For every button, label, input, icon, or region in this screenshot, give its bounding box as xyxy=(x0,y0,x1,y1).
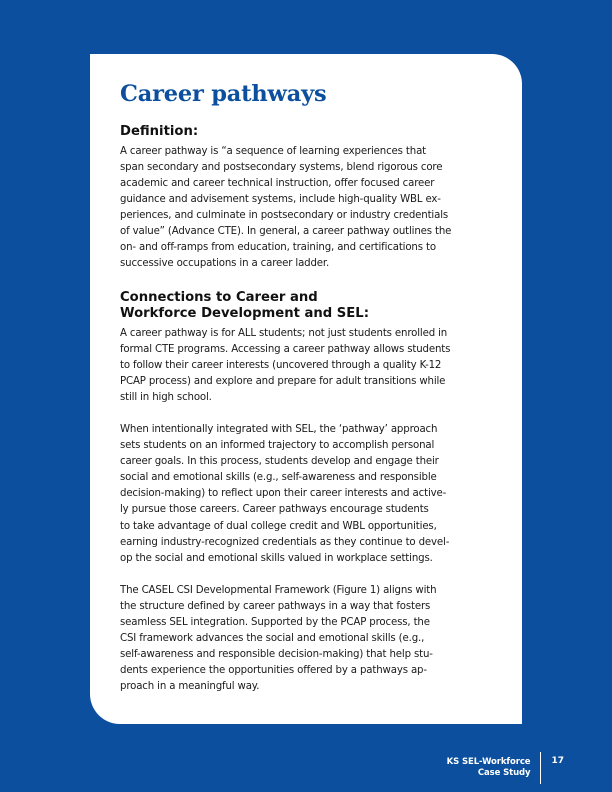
heading-line: Workforce Development and SEL: xyxy=(120,305,369,321)
text-line: career goals. In this process, students develop and engage their xyxy=(120,456,439,468)
page-footer xyxy=(447,750,564,786)
text-line: self-awareness and responsible decision-making) that help stu- xyxy=(120,649,433,661)
text-line: When intentionally integrated with SEL, the ‘pathway’ approach xyxy=(120,423,438,435)
text-line: op the social and emotional skills valued in workplace settings. xyxy=(120,552,433,564)
text-line: earning industry-recognized credentials as they continue to devel- xyxy=(120,536,450,548)
text-line: span secondary and postsecondary systems, blend rigorous core xyxy=(120,161,443,173)
text-line: on- and off-ramps from education, training, and certifications to xyxy=(120,242,436,254)
text-line: periences, and culminate in postsecondary or industry credentials xyxy=(120,210,449,222)
text-line: of value” (Advance CTE). In general, a career pathway outlines the xyxy=(120,226,452,238)
connections-paragraph-3 xyxy=(120,583,492,696)
text-line: ly pursue those careers. Career pathways encourage students xyxy=(120,504,429,516)
text-line: decision-making) to reflect upon their career interests and active- xyxy=(120,488,447,500)
page-number: 17 xyxy=(551,756,564,766)
text-line: The CASEL CSI Developmental Framework (Figure 1) aligns with xyxy=(120,584,437,596)
text-line: A career pathway is for ALL students; not just students enrolled in xyxy=(120,327,448,339)
text-line: formal CTE programs. Accessing a career pathway allows students xyxy=(120,343,451,355)
text-line: social and emotional skills (e.g., self-awareness and responsible xyxy=(120,472,437,484)
footer-label xyxy=(447,757,531,779)
text-line: proach in a meaningful way. xyxy=(120,681,260,693)
footer-label-line: Case Study xyxy=(477,768,531,778)
text-line: sets students on an informed trajectory to accomplish personal xyxy=(120,440,435,452)
footer-label-line: KS SEL-Workforce xyxy=(446,757,531,767)
text-line: CSI framework advances the social and emotional skills (e.g., xyxy=(120,633,425,645)
text-line: to follow their career interests (uncovered through a quality K-12 xyxy=(120,359,442,371)
connections-heading xyxy=(120,290,492,322)
connections-paragraph-1 xyxy=(120,326,492,406)
page-title: Career pathways xyxy=(120,81,327,107)
heading-line: Connections to Career and xyxy=(120,289,318,305)
text-line: guidance and advisement systems, include high-quality WBL ex- xyxy=(120,194,441,206)
connections-paragraph-2 xyxy=(120,422,492,567)
definition-paragraph xyxy=(120,144,492,273)
footer-divider xyxy=(540,752,541,784)
text-line: seamless SEL integration. Supported by the PCAP process, the xyxy=(120,617,430,628)
text-line: PCAP process) and explore and prepare for adult transitions while xyxy=(120,375,446,387)
definition-heading: Definition: xyxy=(120,123,199,139)
content-card xyxy=(90,54,522,724)
text-line: A career pathway is “a sequence of learning experiences that xyxy=(120,145,427,157)
text-line: still in high school. xyxy=(120,391,212,403)
text-line: academic and career technical instruction, offer focused career xyxy=(120,177,435,189)
text-line: dents experience the opportunities offered by a pathways ap- xyxy=(120,665,427,677)
text-line: successive occupations in a career ladder. xyxy=(120,258,330,270)
text-line: to take advantage of dual college credit and WBL opportunities, xyxy=(120,520,437,532)
text-line: the structure defined by career pathways in a way that fosters xyxy=(120,600,431,612)
